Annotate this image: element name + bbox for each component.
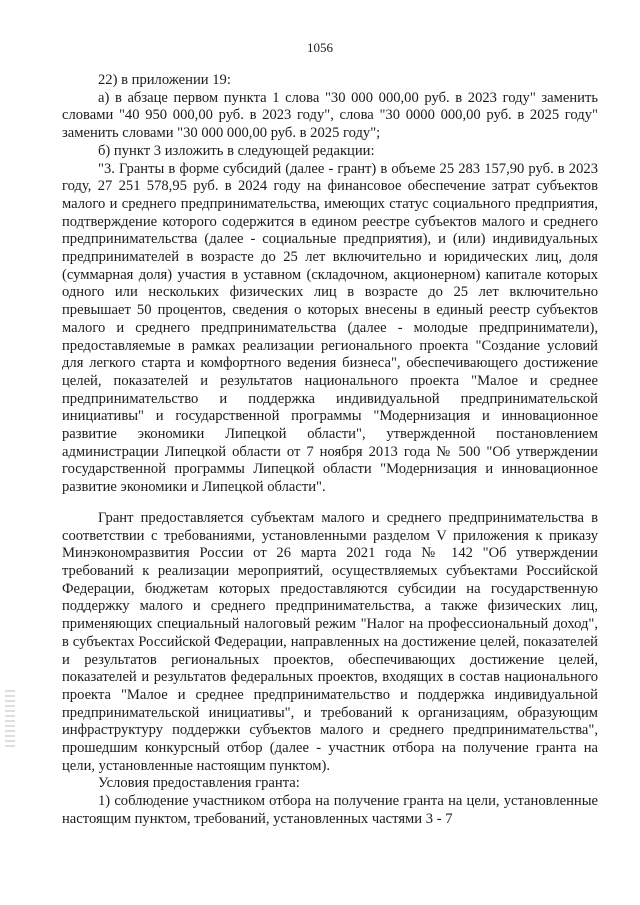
paragraph-condition-1: 1) соблюдение участником отбора на получение гранта на цели, установленные настоящим пунктом, требований, установленных частями 3 - 7 <box>62 793 598 827</box>
page-number: 1056 <box>307 40 333 55</box>
document-body <box>62 72 598 829</box>
paragraph-subitem-a: а) в абзаце первом пункта 1 слова "30 000 000,00 руб. в 2023 году" заменить словами "40 950 000,00 руб. в 2023 году", слова "30 0000 000,00 руб. в 2025 году" заменить словами "30 000 000,00 руб. в 2025 году"; <box>62 89 598 142</box>
paragraph-conditions-heading: Условия предоставления гранта: <box>98 775 300 792</box>
paragraph-point-3: "3. Гранты в форме субсидий (далее - грант) в объеме 25 283 157,90 руб. в 2023 году, 27 251 578,95 руб. в 2024 году на финансовое обеспечение затрат субъектов малого и среднего предпринимательства, имеющих статус социального предприятия, подтверждение которого содержится в едином реестре субъектов малого и среднего предпринимательства (далее - социальные предприятия), и (или) индивидуальных предпринимателей в возрасте до 25 лет включительно и юридических лиц, доля (суммарная доля) участия в уставном (складочном, акционерном) капитале которых одного или нескольких физических лиц в возрасте до 25 лет включительно превышает 50 процентов, сведения о которых внесены в единый реестр субъектов малого и среднего предпринимательства (далее - молодые предприниматели), предоставляемые в рамках реализации регионального проекта "Создание условий для легкого старта и комфортного ведения бизнеса", обеспечивающего достижение целей, показателей и результатов национального проекта "Малое и среднее предпринимательство и поддержка индивидуальной предпринимательской инициативы" и государственной программы "Модернизация и инновационное развитие экономики Липецкой области", утвержденной постановлением администрации Липецкой области от 7 ноября 2013 года № 500 "Об утверждении государственной программы Липецкой области "Модернизация и инновационное развитие экономики и Липецкой области". <box>62 160 598 496</box>
paragraph-subitem-b: б) пункт 3 изложить в следующей редакции: <box>98 142 375 159</box>
margin-stamp-mark <box>5 690 15 750</box>
paragraph-item-22: 22) в приложении 19: <box>98 72 231 88</box>
paragraph-grant-provision: Грант предоставляется субъектам малого и среднего предпринимательства в соответствии с требованиями, установленными разделом V приложения к приказу Минэкономразвития России от 26 марта 2021 года № 142 "Об утверждении требований к реализации мероприятий, осуществляемых субъектами Российской Федерации, бюджетам которых предоставляются субсидии на государственную поддержку малого и среднего предпринимательства, а также физических лиц, применяющих специальный налоговый режим "Налог на профессиональный доход", в субъектах Российской Федерации, направленных на достижение целей, показателей и результатов региональных проектов, обеспечивающих достижение целей, показателей и результатов федеральных проектов, входящих в состав национального проекта "Малое и среднее предпринимательство и поддержка индивидуальной предпринимательской инициативы", и требований к организациям, образующим инфраструктуру поддержки субъектов малого и среднего предпринимательства", прошедшим конкурсный отбор (далее - участник отбора на получение гранта на цели, установленные настоящим пунктом). <box>62 509 598 774</box>
